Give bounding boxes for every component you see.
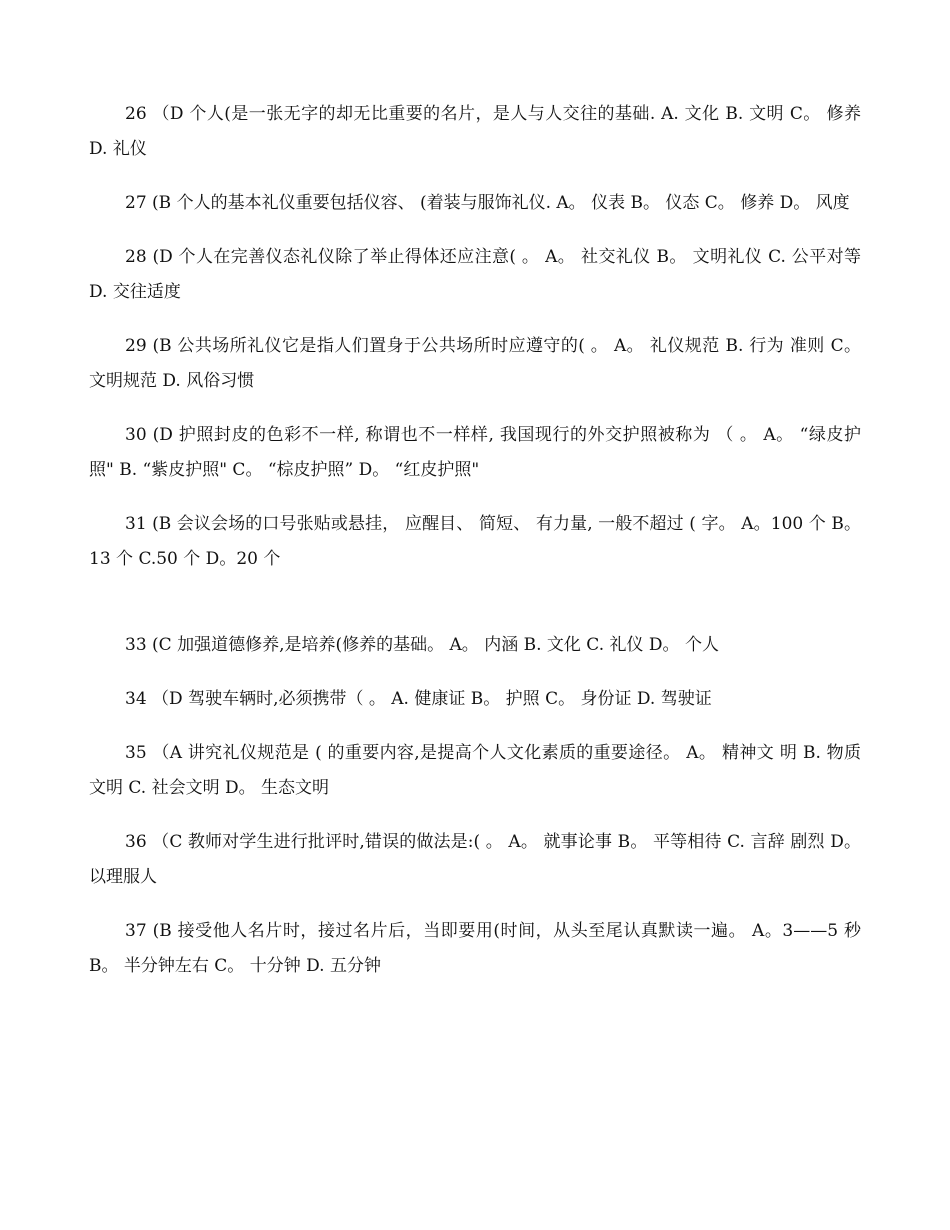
question-28: 28 (D 个人在完善仪态礼仪除了举止得体还应注意( 。 A。 社交礼仪 B。 文明礼仪 C. 公平对等 D. 交往适度 — [89, 247, 861, 302]
question-30: 30 (D 护照封皮的色彩不一样, 称谓也不一样样, 我国现行的外交护照被称为 （ 。 A。 “绿皮护照" B. “紫皮护照" C。 “棕皮护照” D。 “红皮护照" — [89, 425, 861, 480]
question-35: 35 （A 讲究礼仪规范是 ( 的重要内容,是提高个人文化素质的重要途径。 A。 精神文 明 B. 物质文明 C. 社会文明 D。 生态文明 — [89, 743, 861, 798]
question-list — [89, 97, 861, 1003]
question-36: 36 （C 教师对学生进行批评时,错误的做法是:( 。 A。 就事论事 B。 平等相待 C. 言辞 剧烈 D。 以理服人 — [89, 832, 861, 887]
question-34: 34 （D 驾驶车辆时,必须携带（ 。 A. 健康证 B。 护照 C。 身份证 D. 驾驶证 — [125, 689, 712, 709]
question-27: 27 (B 个人的基本礼仪重要包括仪容、 (着装与服饰礼仪. A。 仪表 B。 仪态 C。 修养 D。 风度 — [125, 193, 850, 213]
question-37: 37 (B 接受他人名片时，接过名片后，当即要用(时间，从头至尾认真默读一遍。 A。3——5 秒 B。 半分钟左右 C。 十分钟 D. 五分钟 — [89, 921, 861, 976]
question-26: 26 （D 个人(是一张无字的却无比重要的名片，是人与人交往的基础. A. 文化 B. 文明 C。 修养 D. 礼仪 — [89, 104, 861, 159]
question-31: 31 (B 会议会场的口号张贴或悬挂， 应醒目、 简短、 有力量, 一般不超过 ( 字。 A。100 个 B。13 个 C.50 个 D。20 个 — [89, 514, 861, 569]
question-33: 33 (C 加强道德修养,是培养(修养的基础。 A。 内涵 B. 文化 C. 礼仪 D。 个人 — [125, 635, 719, 655]
question-29: 29 (B 公共场所礼仪它是指人们置身于公共场所时应遵守的( 。 A。 礼仪规范 B. 行为 准则 C。 文明规范 D. 风俗习惯 — [89, 336, 861, 391]
